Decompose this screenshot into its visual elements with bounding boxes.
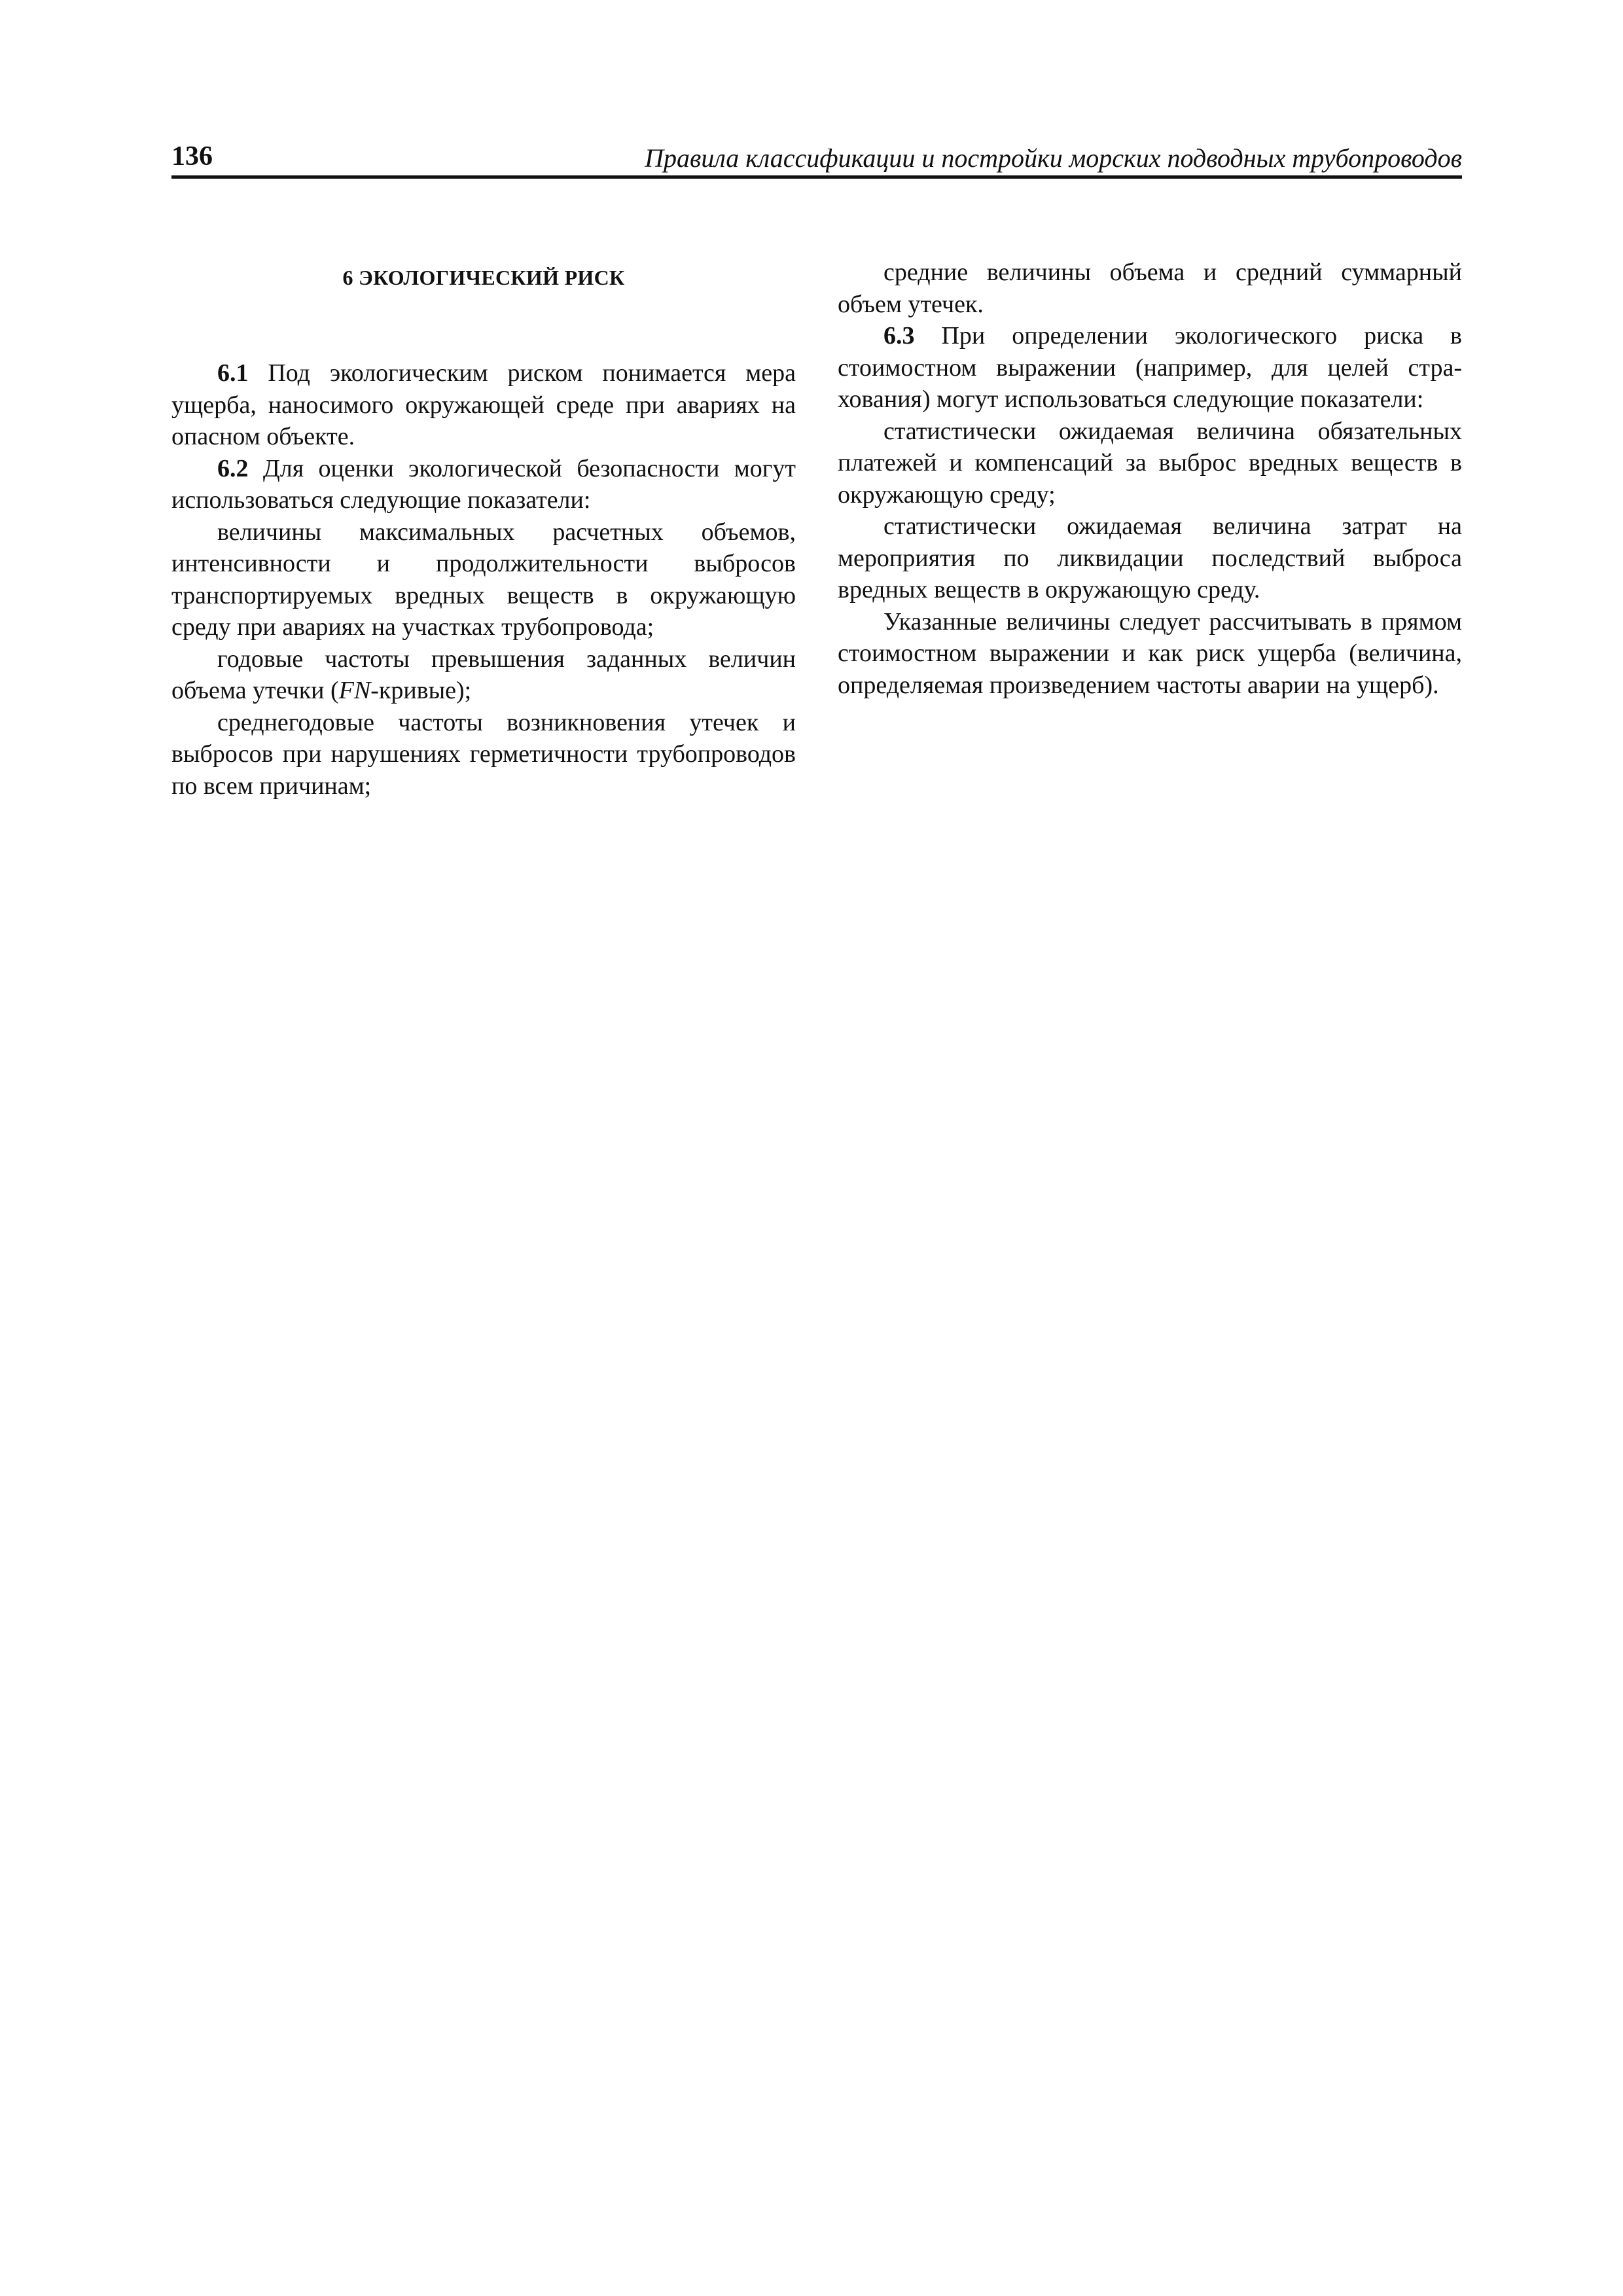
right-column [838, 257, 1462, 701]
fn-abbreviation: FN [338, 677, 371, 704]
paragraph-text: Под экологическим риском понимается мера ущерба, наносимого окружающей среде при авариях на опасном объекте. [171, 359, 796, 450]
running-title: Правила классификации и постройки морских подводных трубопроводов [645, 143, 1462, 173]
paragraph-number: 6.2 [217, 454, 249, 482]
left-column [171, 257, 796, 802]
paragraph-6-2 [171, 453, 796, 516]
paragraph-calculation-note: Указанные величины следует рассчитывать в прямом стоимостном выражении и как риск ущерба (величина, определяемая произведением частоты аварии на ущерб). [838, 607, 1462, 699]
paragraph-6-3 [838, 320, 1462, 416]
list-item-max-volumes: величины максимальных расчетных объемов, интенсивности и продолжительности выбросов транспортируемых вредных веществ в окружающую среду при авариях на участках трубопровода; [171, 518, 796, 641]
list-item-fn-curves [171, 643, 796, 707]
paragraph-number: 6.1 [217, 359, 249, 387]
header-rule [171, 175, 1462, 179]
list-item-payments: статистически ожидаемая величина обязательных платежей и компенсаций за выброс вредных веществ в окружающую среду; [838, 417, 1462, 509]
list-item-cleanup-costs: статистически ожидаемая величина затрат на мероприятия по ликвидации последствий выброса вредных веществ в окружающую среду. [838, 512, 1462, 603]
list-item-leak-frequencies: среднегодовые частоты возникновения утечек и выбросов при нарушениях герметичности трубопроводов по всем причинам; [171, 708, 796, 800]
paragraph-number: 6.3 [883, 322, 915, 350]
paragraph-text: -кривые); [370, 677, 472, 704]
paragraph-text: годовые частоты превышения заданных величин объема утечки ( [171, 645, 796, 704]
section-heading: 6 ЭКОЛОГИЧЕСКИЙ РИСК [342, 266, 625, 289]
paragraph-text: При определении экологического риска в стоимостном выражении (например, для целей страхования) могут использоваться следующие показатели: [838, 322, 1462, 413]
page-number: 136 [171, 141, 213, 171]
list-item-average-volumes: средние величины объема и средний суммарный объем утечек. [838, 259, 1462, 318]
paragraph-text: Для оценки экологической безопасности могут использоваться следующие показатели: [171, 454, 796, 514]
paragraph-6-1 [171, 357, 796, 453]
